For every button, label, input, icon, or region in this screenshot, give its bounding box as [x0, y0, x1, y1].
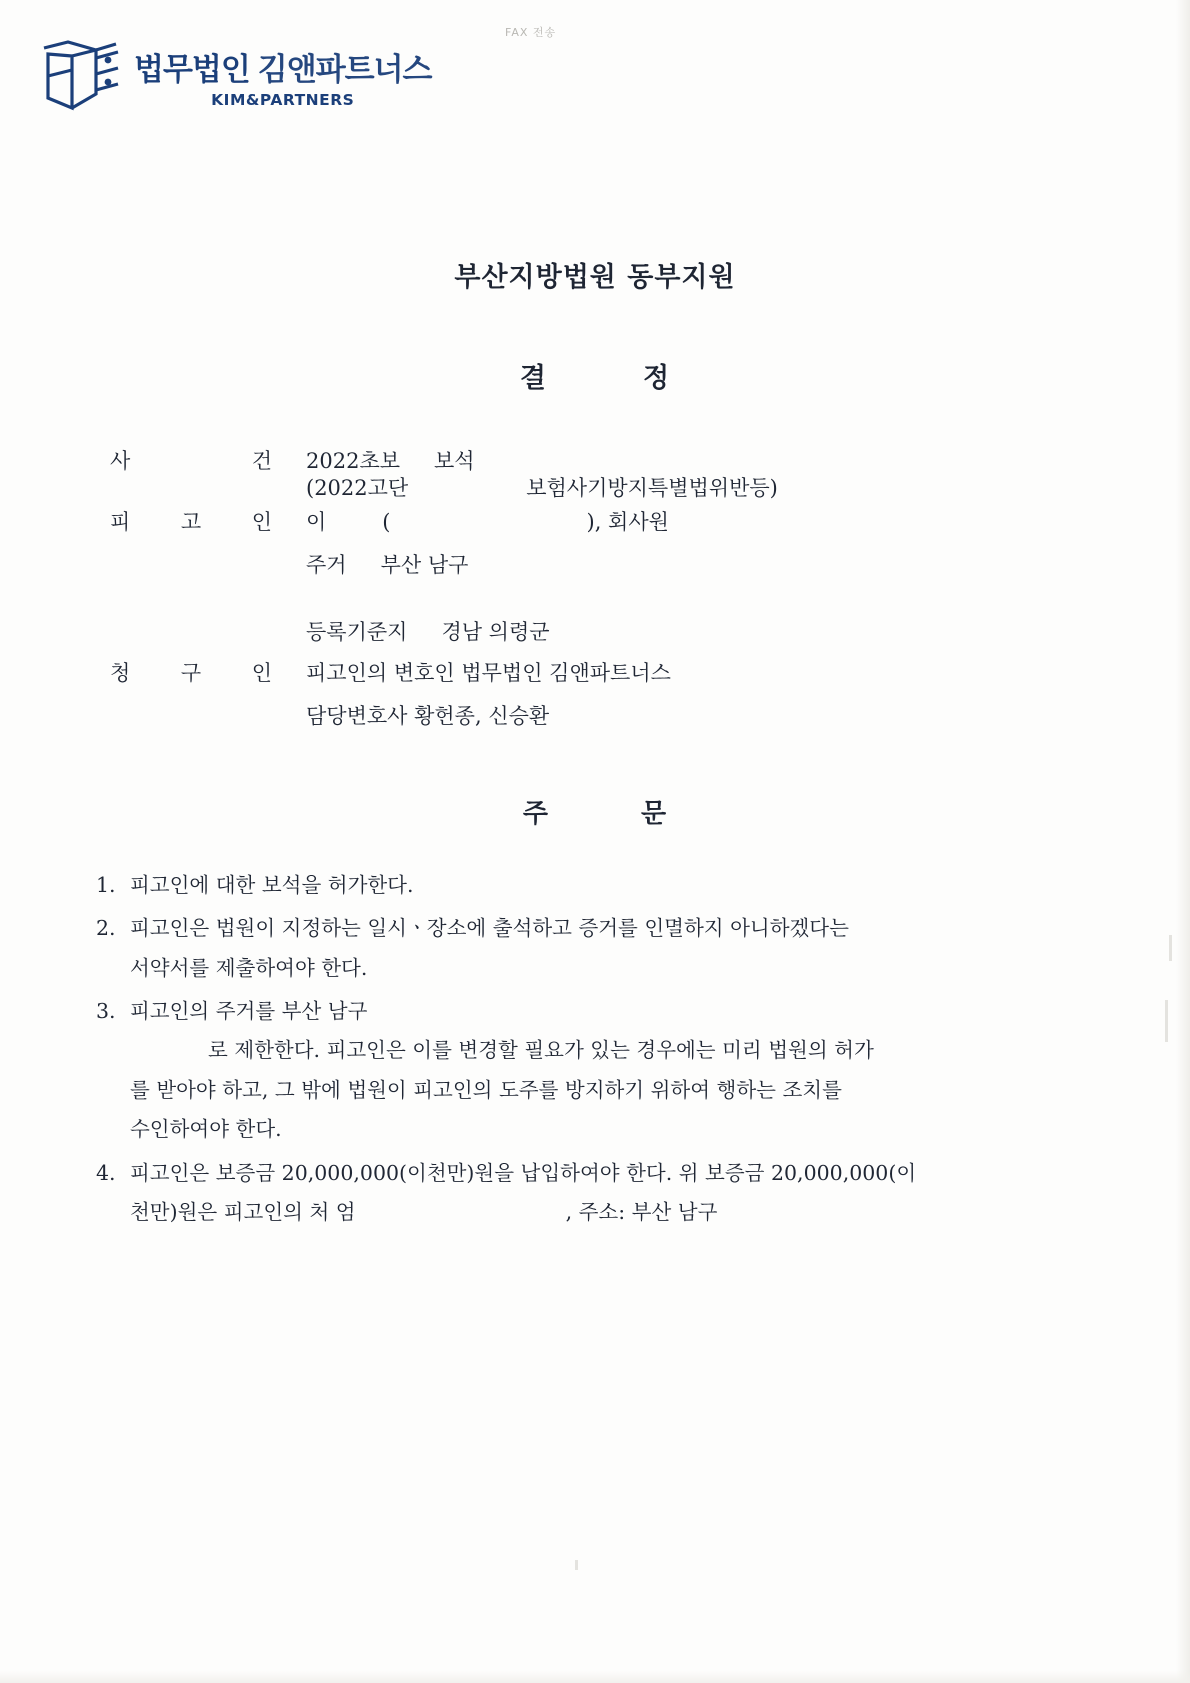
case-label [110, 451, 306, 472]
order-item [96, 866, 1124, 905]
defendant-address-line [110, 555, 1190, 576]
order-line: 피고인의 주거를 부산 남구 [130, 999, 368, 1024]
order-body [130, 909, 1124, 988]
defendant-label-char-3: 인 [251, 510, 272, 534]
order-list [0, 866, 1190, 1232]
order-line: 피고인은 보증금 20,000,000(이천만)원을 납입하여야 한다. 위 보증금 20,000,000(이 [130, 1160, 917, 1185]
registry-label: 등록기준지 [306, 620, 408, 644]
firm-name-ko-main: 김앤파트너스 [257, 52, 432, 88]
scan-speck [575, 1560, 578, 1570]
order-number: 2. [96, 916, 116, 941]
related-case-prefix: (2022고단 [306, 476, 409, 500]
order-number: 3. [96, 999, 116, 1024]
order-line: 서약서를 제출하여야 한다. [130, 955, 368, 980]
case-type: 보석 [434, 449, 475, 473]
firm-name-ko [134, 44, 431, 89]
order-body [130, 866, 1124, 905]
order-line: 를 받아야 하고, 그 밖에 법원이 피고인의 도주를 방지하기 위하여 행하는 조치를 [130, 1077, 842, 1102]
case-number: 2022초보 [306, 449, 401, 473]
defendant-surname: 이 [306, 510, 327, 534]
order-item [96, 909, 1124, 988]
firm-name-ko-prefix: 법무법인 [134, 52, 250, 88]
order-line: 천만)원은 피고인의 처 엄 [130, 1199, 356, 1224]
scan-edge-bottom [0, 1671, 1190, 1683]
applicant-attorneys-line: 담당변호사 황헌종, 신승환 [306, 704, 550, 728]
defendant-occupation: ), 회사원 [586, 510, 669, 534]
order-body [130, 1154, 1124, 1233]
order-line: 로 제한한다. 피고인은 이를 변경할 필요가 있는 경우에는 미리 법원의 허가 [208, 1038, 874, 1063]
defendant-label-char-2: 고 [180, 510, 202, 534]
order-number: 4. [96, 1160, 116, 1185]
order-line-redacted-residence [130, 1031, 1124, 1070]
registry-line [110, 622, 1190, 643]
order-item [96, 992, 1124, 1149]
juemun-right: 문 [641, 799, 668, 829]
case-row [110, 451, 1190, 472]
juemun-heading [0, 793, 1190, 830]
order-line: , 주소: 부산 남구 [565, 1199, 718, 1224]
document-kind-left: 결 [519, 363, 547, 394]
applicant-label-char-2: 구 [180, 661, 202, 685]
defendant-paren-open: ( [382, 510, 391, 534]
order-line-with-redaction [130, 1193, 1124, 1232]
fax-header-text: FAX 전송 [505, 26, 557, 39]
case-metadata [0, 451, 1190, 727]
defendant-address-label: 주거 [306, 553, 347, 577]
applicant-label-char-1: 청 [110, 661, 131, 685]
case-label-char-2: 건 [251, 449, 272, 473]
document-kind-right: 정 [643, 363, 671, 394]
order-body [130, 992, 1124, 1149]
applicant-label [110, 663, 306, 684]
order-line: 피고인에 대한 보석을 허가한다. [130, 873, 414, 897]
registry-value: 경남 의령군 [441, 620, 550, 644]
defendant-row [110, 512, 1190, 533]
case-label-char-1: 사 [110, 449, 131, 473]
firm-logo-icon [38, 36, 124, 114]
letterhead [38, 36, 431, 114]
order-number: 1. [96, 873, 116, 897]
defendant-value [306, 512, 1190, 533]
applicant-value: 피고인의 변호인 법무법인 김앤파트너스 [306, 661, 671, 685]
related-case-charge: 보험사기방지특별법위반등) [526, 476, 778, 500]
firm-name-block [134, 36, 431, 109]
applicant-row [110, 663, 1190, 684]
case-value [306, 451, 1190, 472]
court-title: 부산지방법원 동부지원 [454, 262, 736, 293]
defendant-label [110, 512, 306, 533]
order-line: 수인하여야 한다. [130, 1117, 282, 1142]
decision-document [0, 255, 1190, 1236]
order-item [96, 1154, 1124, 1233]
juemun-left: 주 [522, 799, 549, 829]
defendant-address-value: 부산 남구 [380, 553, 469, 577]
related-case-line [110, 478, 1190, 499]
defendant-label-char-1: 피 [110, 510, 131, 534]
applicant-label-char-3: 인 [251, 661, 272, 685]
order-line: 피고인은 법원이 지정하는 일시ㆍ장소에 출석하고 증거를 인멸하지 아니하겠다는 [130, 916, 849, 941]
firm-name-en: KIM&PARTNERS [211, 91, 355, 109]
document-kind-heading [0, 356, 1190, 395]
